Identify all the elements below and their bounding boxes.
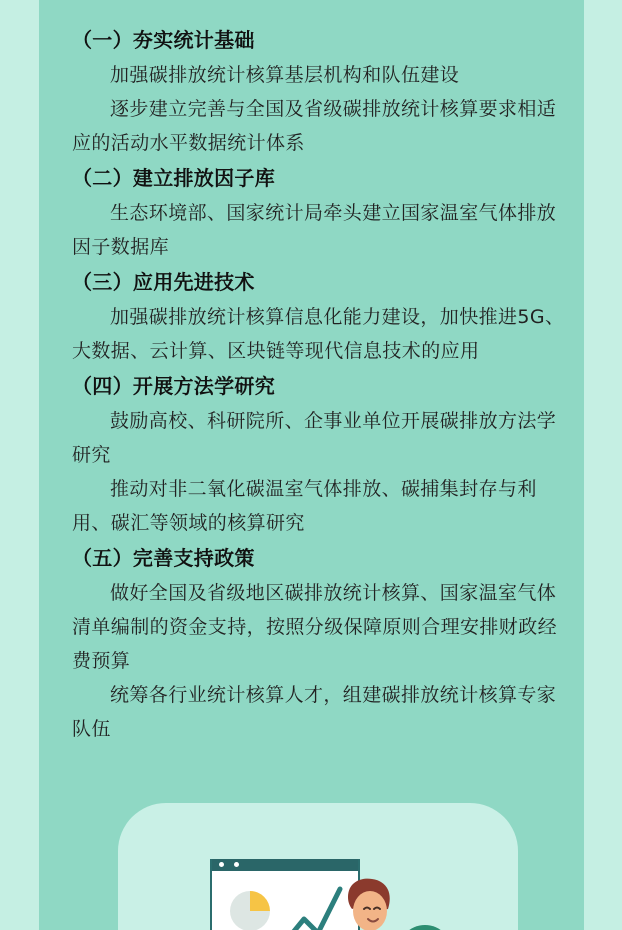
- section-paragraph: 生态环境部、国家统计局牵头建立国家温室气体排放因子数据库: [72, 202, 557, 258]
- section-5: [72, 540, 567, 746]
- section-paragraph: 鼓励高校、科研院所、企事业单位开展碳排放方法学研究: [72, 410, 557, 466]
- section-1: [72, 22, 567, 160]
- dot-icon: [234, 862, 239, 867]
- article-content: [72, 22, 567, 746]
- section-paragraph: 逐步建立完善与全国及省级碳排放统计核算要求相适应的活动水平数据统计体系: [72, 98, 557, 154]
- section-paragraph: 推动对非二氧化碳温室气体排放、碳捕集封存与利用、碳汇等领域的核算研究: [72, 478, 537, 534]
- person-illustration-icon: [330, 875, 400, 930]
- section-heading: （二）建立排放因子库: [72, 166, 275, 190]
- section-heading: （四）开展方法学研究: [72, 374, 275, 398]
- section-3: [72, 264, 567, 368]
- section-paragraph: 做好全国及省级地区碳排放统计核算、国家温室气体清单编制的资金支持，按照分级保障原则合理安排财政经费预算: [72, 582, 558, 672]
- section-heading: （三）应用先进技术: [72, 270, 255, 294]
- pie-slice-icon: [250, 891, 270, 911]
- window-dots: [219, 862, 255, 868]
- illustration-card: [118, 803, 518, 930]
- section-4: [72, 368, 567, 540]
- dot-icon: [219, 862, 224, 867]
- board-title-bar: [212, 859, 358, 871]
- section-heading: （一）夯实统计基础: [72, 28, 255, 52]
- green-badge-icon: [398, 925, 452, 930]
- face-icon: [353, 891, 387, 930]
- section-paragraph: 统筹各行业统计核算人才，组建碳排放统计核算专家队伍: [72, 684, 557, 740]
- section-paragraph: 加强碳排放统计核算基层机构和队伍建设: [110, 64, 460, 86]
- section-paragraph: 加强碳排放统计核算信息化能力建设，加快推进5G、大数据、云计算、区块链等现代信息技术的应用: [72, 306, 565, 362]
- section-2: [72, 160, 567, 264]
- section-heading: （五）完善支持政策: [72, 546, 255, 570]
